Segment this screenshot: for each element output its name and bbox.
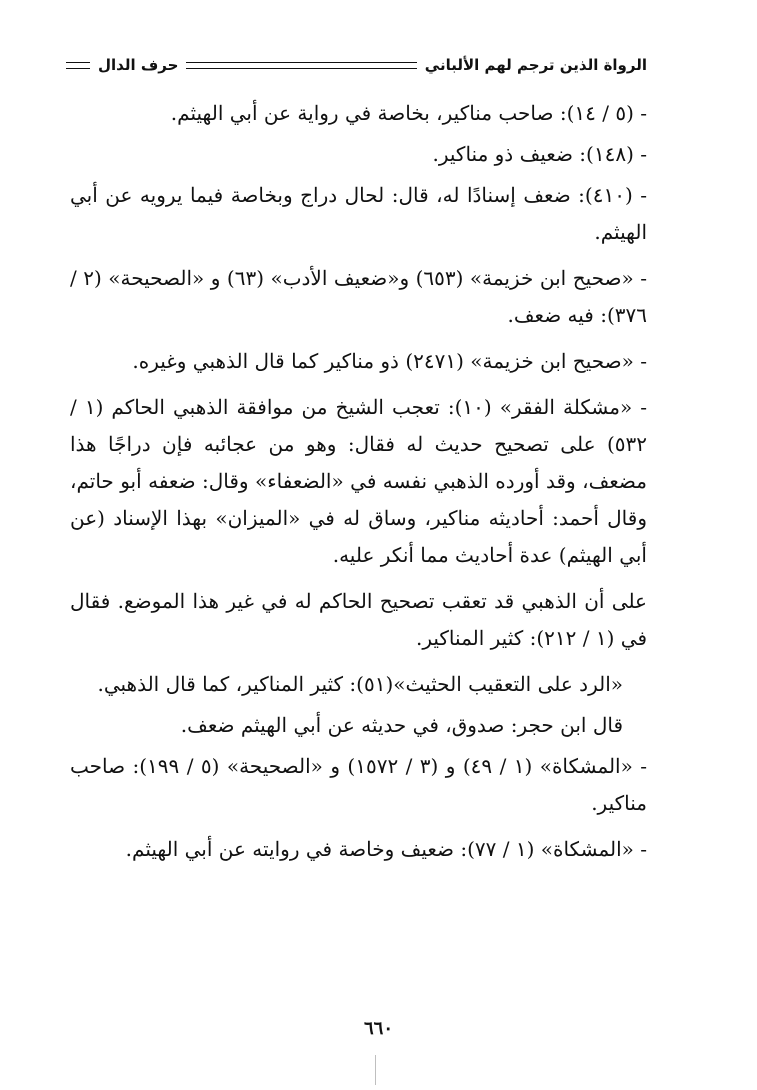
header-tail-rule <box>66 62 90 69</box>
page-number: ٦٦٠ <box>363 1018 393 1039</box>
book-title: الرواة الذين ترجم لهم الألباني <box>424 56 647 74</box>
entry-11: - «المشكاة» (١ / ٧٧): ضعيف وخاصة في روايته عن أبي الهيثم. <box>125 837 647 861</box>
running-header <box>66 50 647 80</box>
entry-9: قال ابن حجر: صدوق، في حديثه عن أبي الهيثم ضعف. <box>180 713 623 737</box>
entry-3: - (٤١٠): ضعف إسنادًا له، قال: لحال دراج وبخاصة فيما يرويه عن أبي الهيثم. <box>70 183 647 244</box>
entry-5: - «صحيح ابن خزيمة» (٢٤٧١) ذو مناكير كما قال الذهبي وغيره. <box>132 349 647 373</box>
entry-6: - «مشكلة الفقر» (١٠): تعجب الشيخ من موافقة الذهبي الحاكم (١ / ٥٣٢) على تصحيح حديث له فقال: وهو من عجائبه فإن دراجًا هذا مضعف، وقد أورده الذهبي نفسه في «الضعفاء» وقال: ضعفه أبو حاتم، وقال أحمد: أحاديثه مناكير، وساق له في «الميزان» بهذا الإسناد (عن أبي الهيثم) عدة أحاديث مما أنكر عليه. <box>70 395 648 567</box>
section-title: حرف الدال <box>98 56 179 74</box>
header-double-rule <box>186 62 416 69</box>
page-body <box>70 95 647 877</box>
entry-1: - (٥ / ١٤): صاحب مناكير، بخاصة في رواية عن أبي الهيثم. <box>170 101 647 125</box>
entry-2: - (١٤٨): ضعيف ذو مناكير. <box>432 142 647 166</box>
entry-7: على أن الذهبي قد تعقب تصحيح الحاكم له في غير هذا الموضع. فقال في (١ / ٢١٢): كثير المناكير. <box>70 589 647 650</box>
entry-8: «الرد على التعقيب الحثيث»(٥١): كثير المناكير، كما قال الذهبي. <box>97 672 623 696</box>
entry-4: - «صحيح ابن خزيمة» (٦٥٣) و«ضعيف الأدب» (٦٣) و «الصحيحة» (٢ / ٣٧٦): فيه ضعف. <box>70 266 647 327</box>
binding-edge-mark <box>375 1055 376 1085</box>
entry-10: - «المشكاة» (١ / ٤٩) و (٣ / ١٥٧٢) و «الصحيحة» (٥ / ١٩٩): صاحب مناكير. <box>70 754 648 815</box>
